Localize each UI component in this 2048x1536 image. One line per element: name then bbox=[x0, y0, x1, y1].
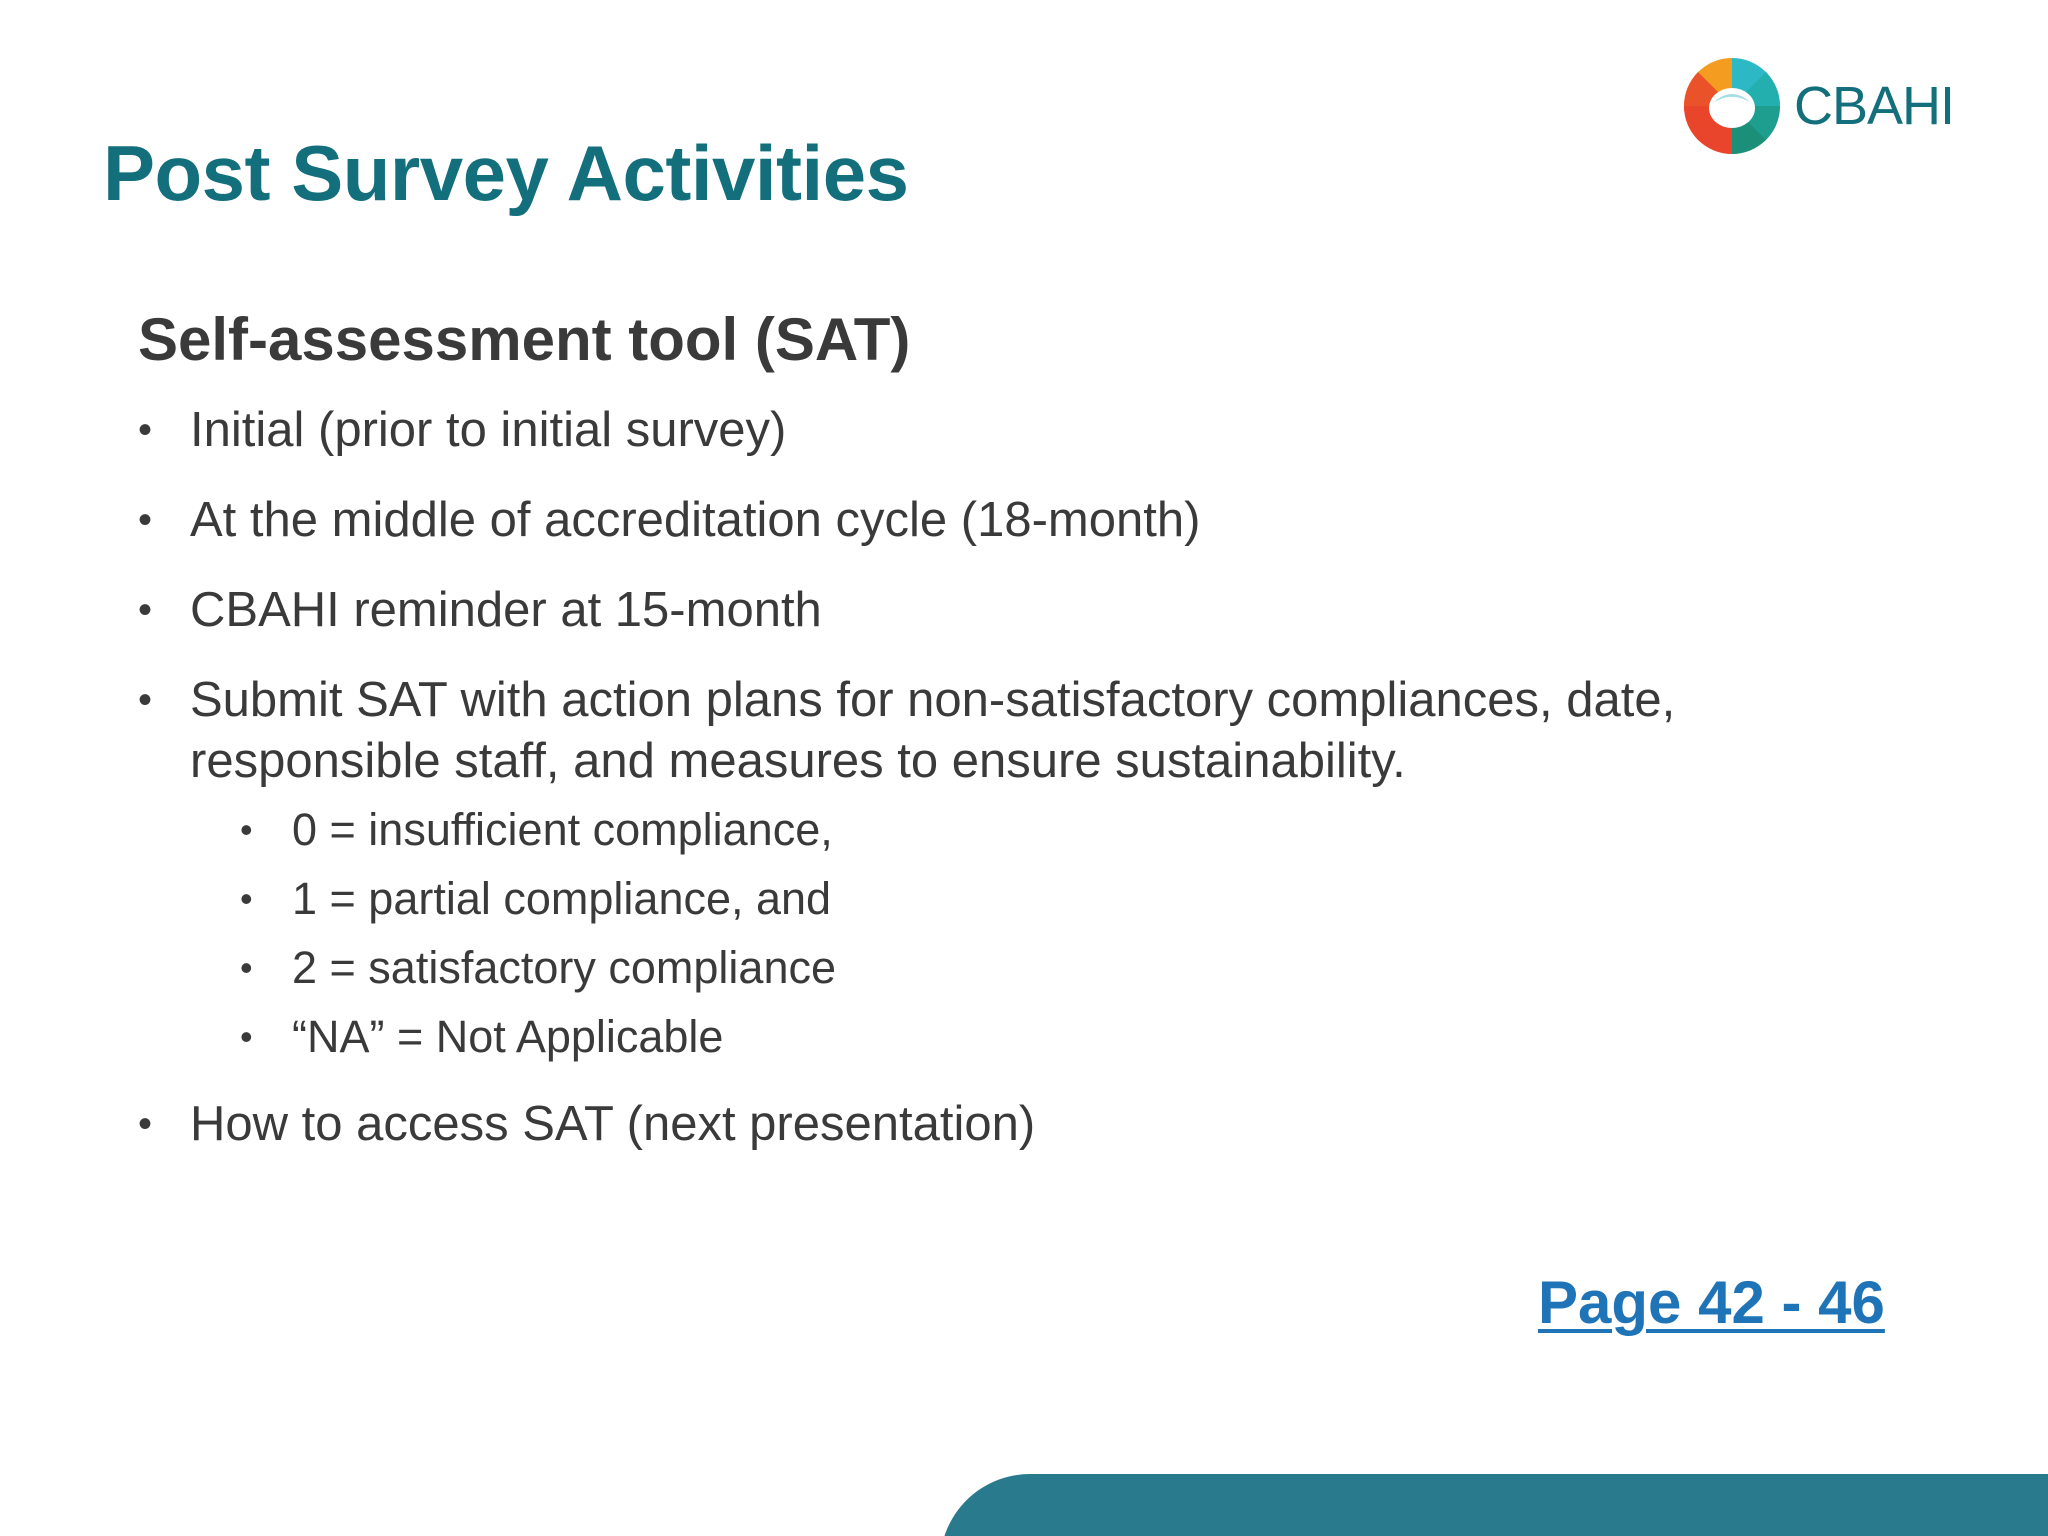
sub-bullet-dot: • bbox=[240, 1016, 253, 1057]
page-reference-link[interactable]: Page 42 - 46 bbox=[1538, 1269, 1885, 1336]
bullet-item bbox=[138, 400, 1878, 461]
sub-bullet-text: 1 = partial compliance, and bbox=[292, 873, 832, 924]
logo-text: CBAHI bbox=[1794, 76, 1955, 136]
bullet-text: At the middle of accreditation cycle (18-month) bbox=[190, 493, 1201, 547]
sub-bullet-text: 2 = satisfactory compliance bbox=[292, 942, 836, 993]
sub-bullet-dot: • bbox=[240, 878, 253, 919]
sub-bullet-text: “NA” = Not Applicable bbox=[292, 1011, 724, 1062]
bullet-item bbox=[138, 580, 1878, 641]
sub-bullet-text: 0 = insufficient compliance, bbox=[292, 804, 833, 855]
sub-bullet-list bbox=[190, 802, 1878, 1065]
bullet-dot: • bbox=[138, 408, 153, 452]
sub-bullet-item bbox=[240, 940, 1878, 996]
cbahi-ring-logo-icon bbox=[1682, 56, 1782, 156]
bullet-dot: • bbox=[138, 1102, 153, 1146]
sub-bullet-dot: • bbox=[240, 947, 253, 988]
bullet-text: Submit SAT with action plans for non-satisfactory compliances, date, responsible staff, and measures to ensure sustainability. bbox=[190, 673, 1676, 788]
bullet-dot: • bbox=[138, 588, 153, 632]
bullet-text: Initial (prior to initial survey) bbox=[190, 403, 787, 457]
sub-bullet-item bbox=[240, 1009, 1878, 1065]
bullet-dot: • bbox=[138, 678, 153, 722]
bullet-item bbox=[138, 490, 1878, 551]
section-subtitle: Self-assessment tool (SAT) bbox=[138, 306, 911, 373]
cbahi-logo bbox=[1682, 56, 1954, 156]
bullet-item bbox=[138, 670, 1878, 1065]
sub-bullet-dot: • bbox=[240, 809, 253, 850]
bullet-dot: • bbox=[138, 498, 153, 542]
slide-title: Post Survey Activities bbox=[103, 129, 909, 217]
bullet-item bbox=[138, 1094, 1878, 1155]
sub-bullet-item bbox=[240, 871, 1878, 927]
sub-bullet-item bbox=[240, 802, 1878, 858]
footer-decorative-bar bbox=[940, 1474, 2048, 1536]
bullet-text: How to access SAT (next presentation) bbox=[190, 1097, 1036, 1151]
bullet-list bbox=[138, 400, 1878, 1184]
bullet-text: CBAHI reminder at 15-month bbox=[190, 583, 822, 637]
